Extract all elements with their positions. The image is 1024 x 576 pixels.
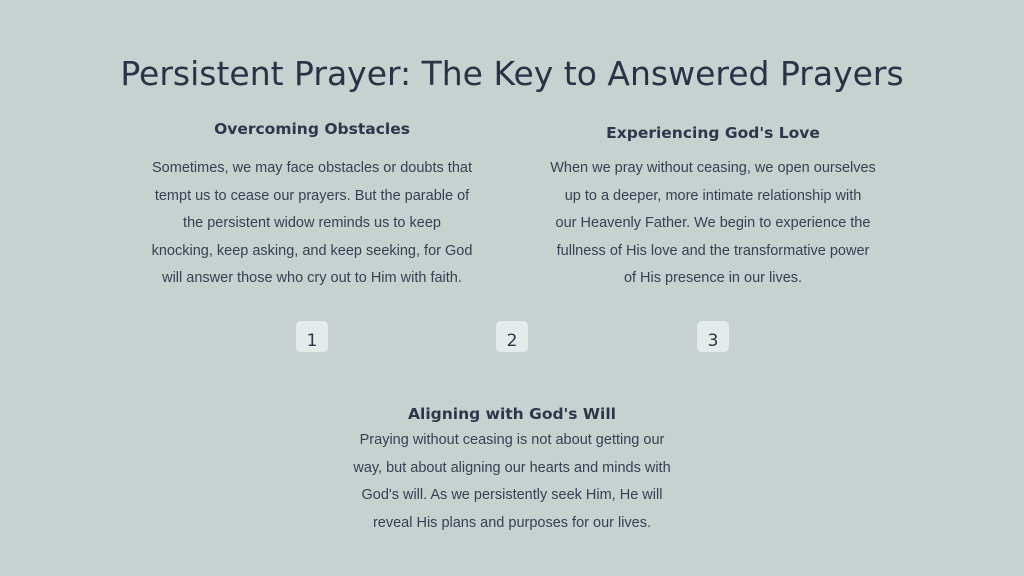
section-body [336, 427, 688, 537]
body-line: God's will. As we persistently seek Him, He will [361, 487, 663, 503]
section-body [136, 155, 488, 293]
body-line: the persistent widow reminds us to keep [183, 215, 441, 231]
body-line: Sometimes, we may face obstacles or doubts that [152, 160, 472, 176]
body-line: will answer those who cry out to Him with faith. [162, 270, 462, 286]
step-badge-2: 2 [496, 321, 528, 352]
body-line: fullness of His love and the transformative power [556, 242, 870, 259]
section-aligning-with-gods-will [336, 405, 688, 537]
step-badge-3: 3 [697, 321, 729, 352]
section-heading: Experiencing God's Love [606, 124, 820, 142]
body-line: of His presence in our lives. [623, 270, 803, 286]
body-line: up to a deeper, more intimate relationship with [564, 187, 862, 204]
body-line: our Heavenly Father. We begin to experience the [555, 215, 871, 231]
slide-title: Persistent Prayer: The Key to Answered Prayers [120, 54, 904, 93]
section-heading: Aligning with God's Will [408, 405, 616, 423]
section-heading: Overcoming Obstacles [214, 120, 410, 138]
body-line: When we pray without ceasing, we open ourselves [550, 160, 876, 176]
step-badge-1: 1 [296, 321, 328, 352]
body-line: reveal His plans and purposes for our lives. [372, 514, 652, 531]
body-line: knocking, keep asking, and keep seeking, for God [151, 242, 473, 259]
body-line: tempt us to cease our prayers. But the parable of [154, 187, 470, 204]
body-line: Praying without ceasing is not about getting our [359, 432, 665, 448]
section-overcoming-obstacles [136, 120, 488, 293]
body-line: way, but about aligning our hearts and minds with [353, 459, 671, 476]
section-experiencing-gods-love [534, 124, 892, 293]
section-body [534, 155, 892, 293]
